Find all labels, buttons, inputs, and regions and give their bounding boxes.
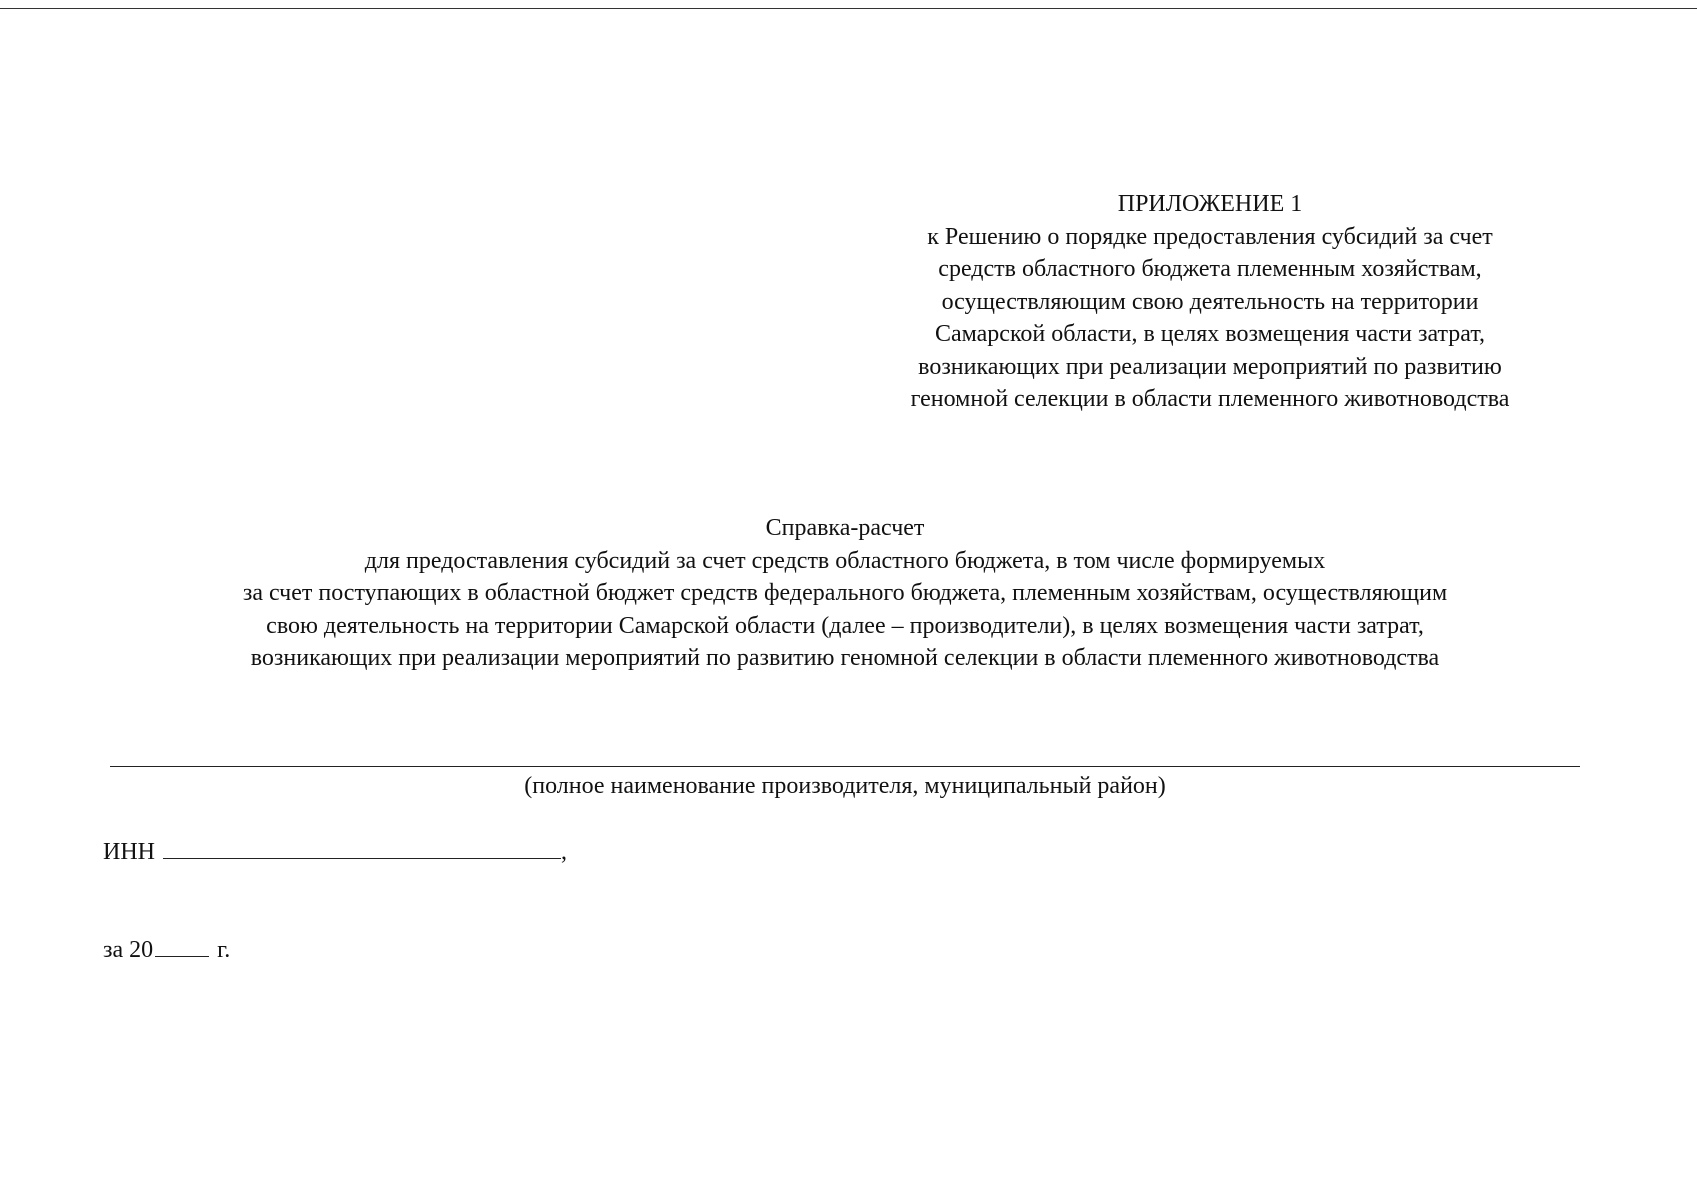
year-suffix: г.: [217, 937, 231, 963]
appendix-line: Самарской области, в целях возмещения части затрат,: [934, 321, 1486, 347]
scan-top-edge-line: [0, 8, 1697, 9]
form-subtitle-line: возникающих при реализации мероприятий по развитию геномной селекции в области племенного животноводства: [250, 645, 1440, 671]
appendix-line: осуществляющим свою деятельность на территории: [941, 288, 1479, 315]
inn-row: [103, 834, 567, 866]
producer-name-field[interactable]: [110, 766, 1580, 767]
form-subtitle-line: свою деятельность на территории Самарской области (далее – производители), в целях возмещения части затрат,: [266, 612, 1424, 639]
inn-label: ИНН: [103, 839, 155, 865]
inn-field[interactable]: [163, 834, 561, 859]
year-prefix: за 20: [103, 937, 154, 963]
appendix-line: возникающих при реализации мероприятий по развитию: [918, 353, 1502, 380]
year-row: [103, 932, 230, 964]
appendix-header: [840, 188, 1580, 416]
producer-name-caption: (полное наименование производителя, муниципальный район): [524, 773, 1166, 799]
form-subtitle-line: для предоставления субсидий за счет средств областного бюджета, в том числе формируемых: [364, 547, 1326, 574]
form-title-block: [90, 512, 1600, 675]
appendix-line: к Решению о порядке предоставления субсидий за счет: [927, 223, 1493, 250]
form-subtitle-line: за счет поступающих в областной бюджет средств федерального бюджета, племенным хозяйствам, осуществляющим: [242, 580, 1448, 606]
appendix-heading: ПРИЛОЖЕНИЕ 1: [1117, 191, 1303, 217]
form-title: Справка-расчет: [765, 515, 925, 541]
appendix-line: геномной селекции в области племенного животноводства: [910, 386, 1510, 412]
inn-comma: ,: [561, 839, 567, 865]
appendix-line: средств областного бюджета племенным хозяйствам,: [938, 256, 1482, 282]
year-field[interactable]: [155, 932, 209, 957]
